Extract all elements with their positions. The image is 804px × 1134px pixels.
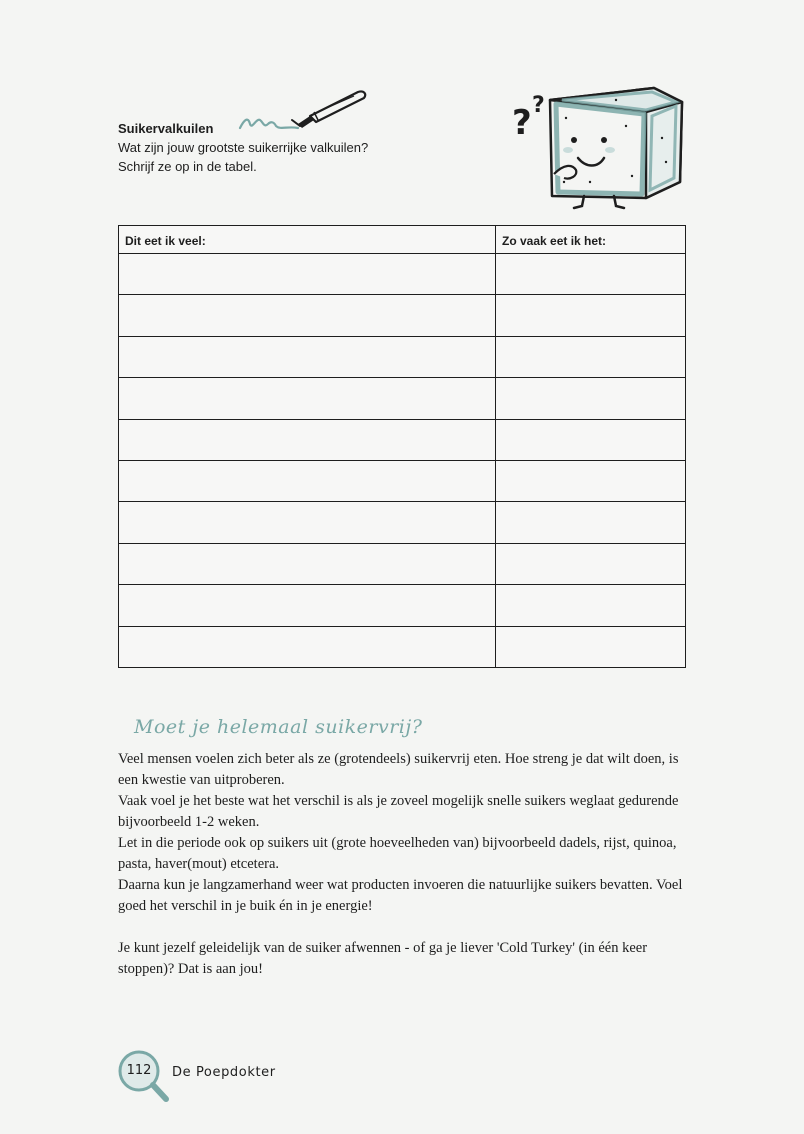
sugar-traps-table [118,225,686,668]
frequency-cell[interactable] [496,626,686,667]
exercise-title: Suikervalkuilen [118,121,214,136]
food-cell[interactable] [119,378,496,419]
section-body [118,749,688,980]
food-cell[interactable] [119,543,496,584]
fountain-pen-icon [236,86,370,136]
section-heading: Moet je helemaal suikervrij? [134,716,423,738]
column-header-frequency: Zo vaak eet ik het: [496,226,686,254]
frequency-cell[interactable] [496,336,686,377]
frequency-cell[interactable] [496,502,686,543]
column-header-food: Dit eet ik veel: [119,226,496,254]
instruction-line: Wat zijn jouw grootste suikerrijke valkuilen? [118,140,369,155]
svg-text:?: ? [512,103,532,143]
table-row [119,295,686,336]
table-row [119,378,686,419]
frequency-cell[interactable] [496,254,686,295]
food-cell[interactable] [119,419,496,460]
frequency-cell[interactable] [496,295,686,336]
food-cell[interactable] [119,336,496,377]
frequency-cell[interactable] [496,460,686,501]
table-row [119,585,686,626]
paragraph: Daarna kun je langzamerhand weer wat producten invoeren die natuurlijke suikers bevatten. Voel goed het verschil in je buik én in je energie! [118,877,683,914]
instruction-line: Schrijf ze op in de tabel. [118,159,257,174]
page-number: 112 [126,1063,152,1078]
table-row [119,460,686,501]
food-cell[interactable] [119,502,496,543]
paragraph: Veel mensen voelen zich beter als ze (grotendeels) suikervrij eten. Hoe streng je dat wilt doen, is een kwestie van uitproberen. [118,751,679,788]
frequency-cell[interactable] [496,419,686,460]
page-footer [118,1050,418,1106]
frequency-cell[interactable] [496,378,686,419]
frequency-cell[interactable] [496,543,686,584]
table-row [119,254,686,295]
sugar-cube-mascot [506,78,692,214]
paragraph: Je kunt jezelf geleidelijk van de suiker afwennen - of ga je liever 'Cold Turkey' (in één keer stoppen)? Dat is aan jou! [118,940,648,977]
food-cell[interactable] [119,585,496,626]
food-cell[interactable] [119,626,496,667]
food-cell[interactable] [119,254,496,295]
svg-text:?: ? [532,93,545,118]
food-cell[interactable] [119,295,496,336]
table-row [119,626,686,667]
paragraph: Vaak voel je het beste wat het verschil is als je zoveel mogelijk snelle suikers weglaat gedurende bijvoorbeeld 1-2 weken. [118,793,679,830]
food-cell[interactable] [119,460,496,501]
frequency-cell[interactable] [496,585,686,626]
paragraph: Let in die periode ook op suikers uit (grote hoeveelheden van) bijvoorbeeld dadels, rijst, quinoa, pasta, haver(mout) etcetera. [118,835,677,872]
table-row [119,543,686,584]
book-title: De Poepdokter [172,1065,276,1080]
table-header-row [119,226,686,254]
table-row [119,419,686,460]
table-row [119,502,686,543]
table-row [119,336,686,377]
